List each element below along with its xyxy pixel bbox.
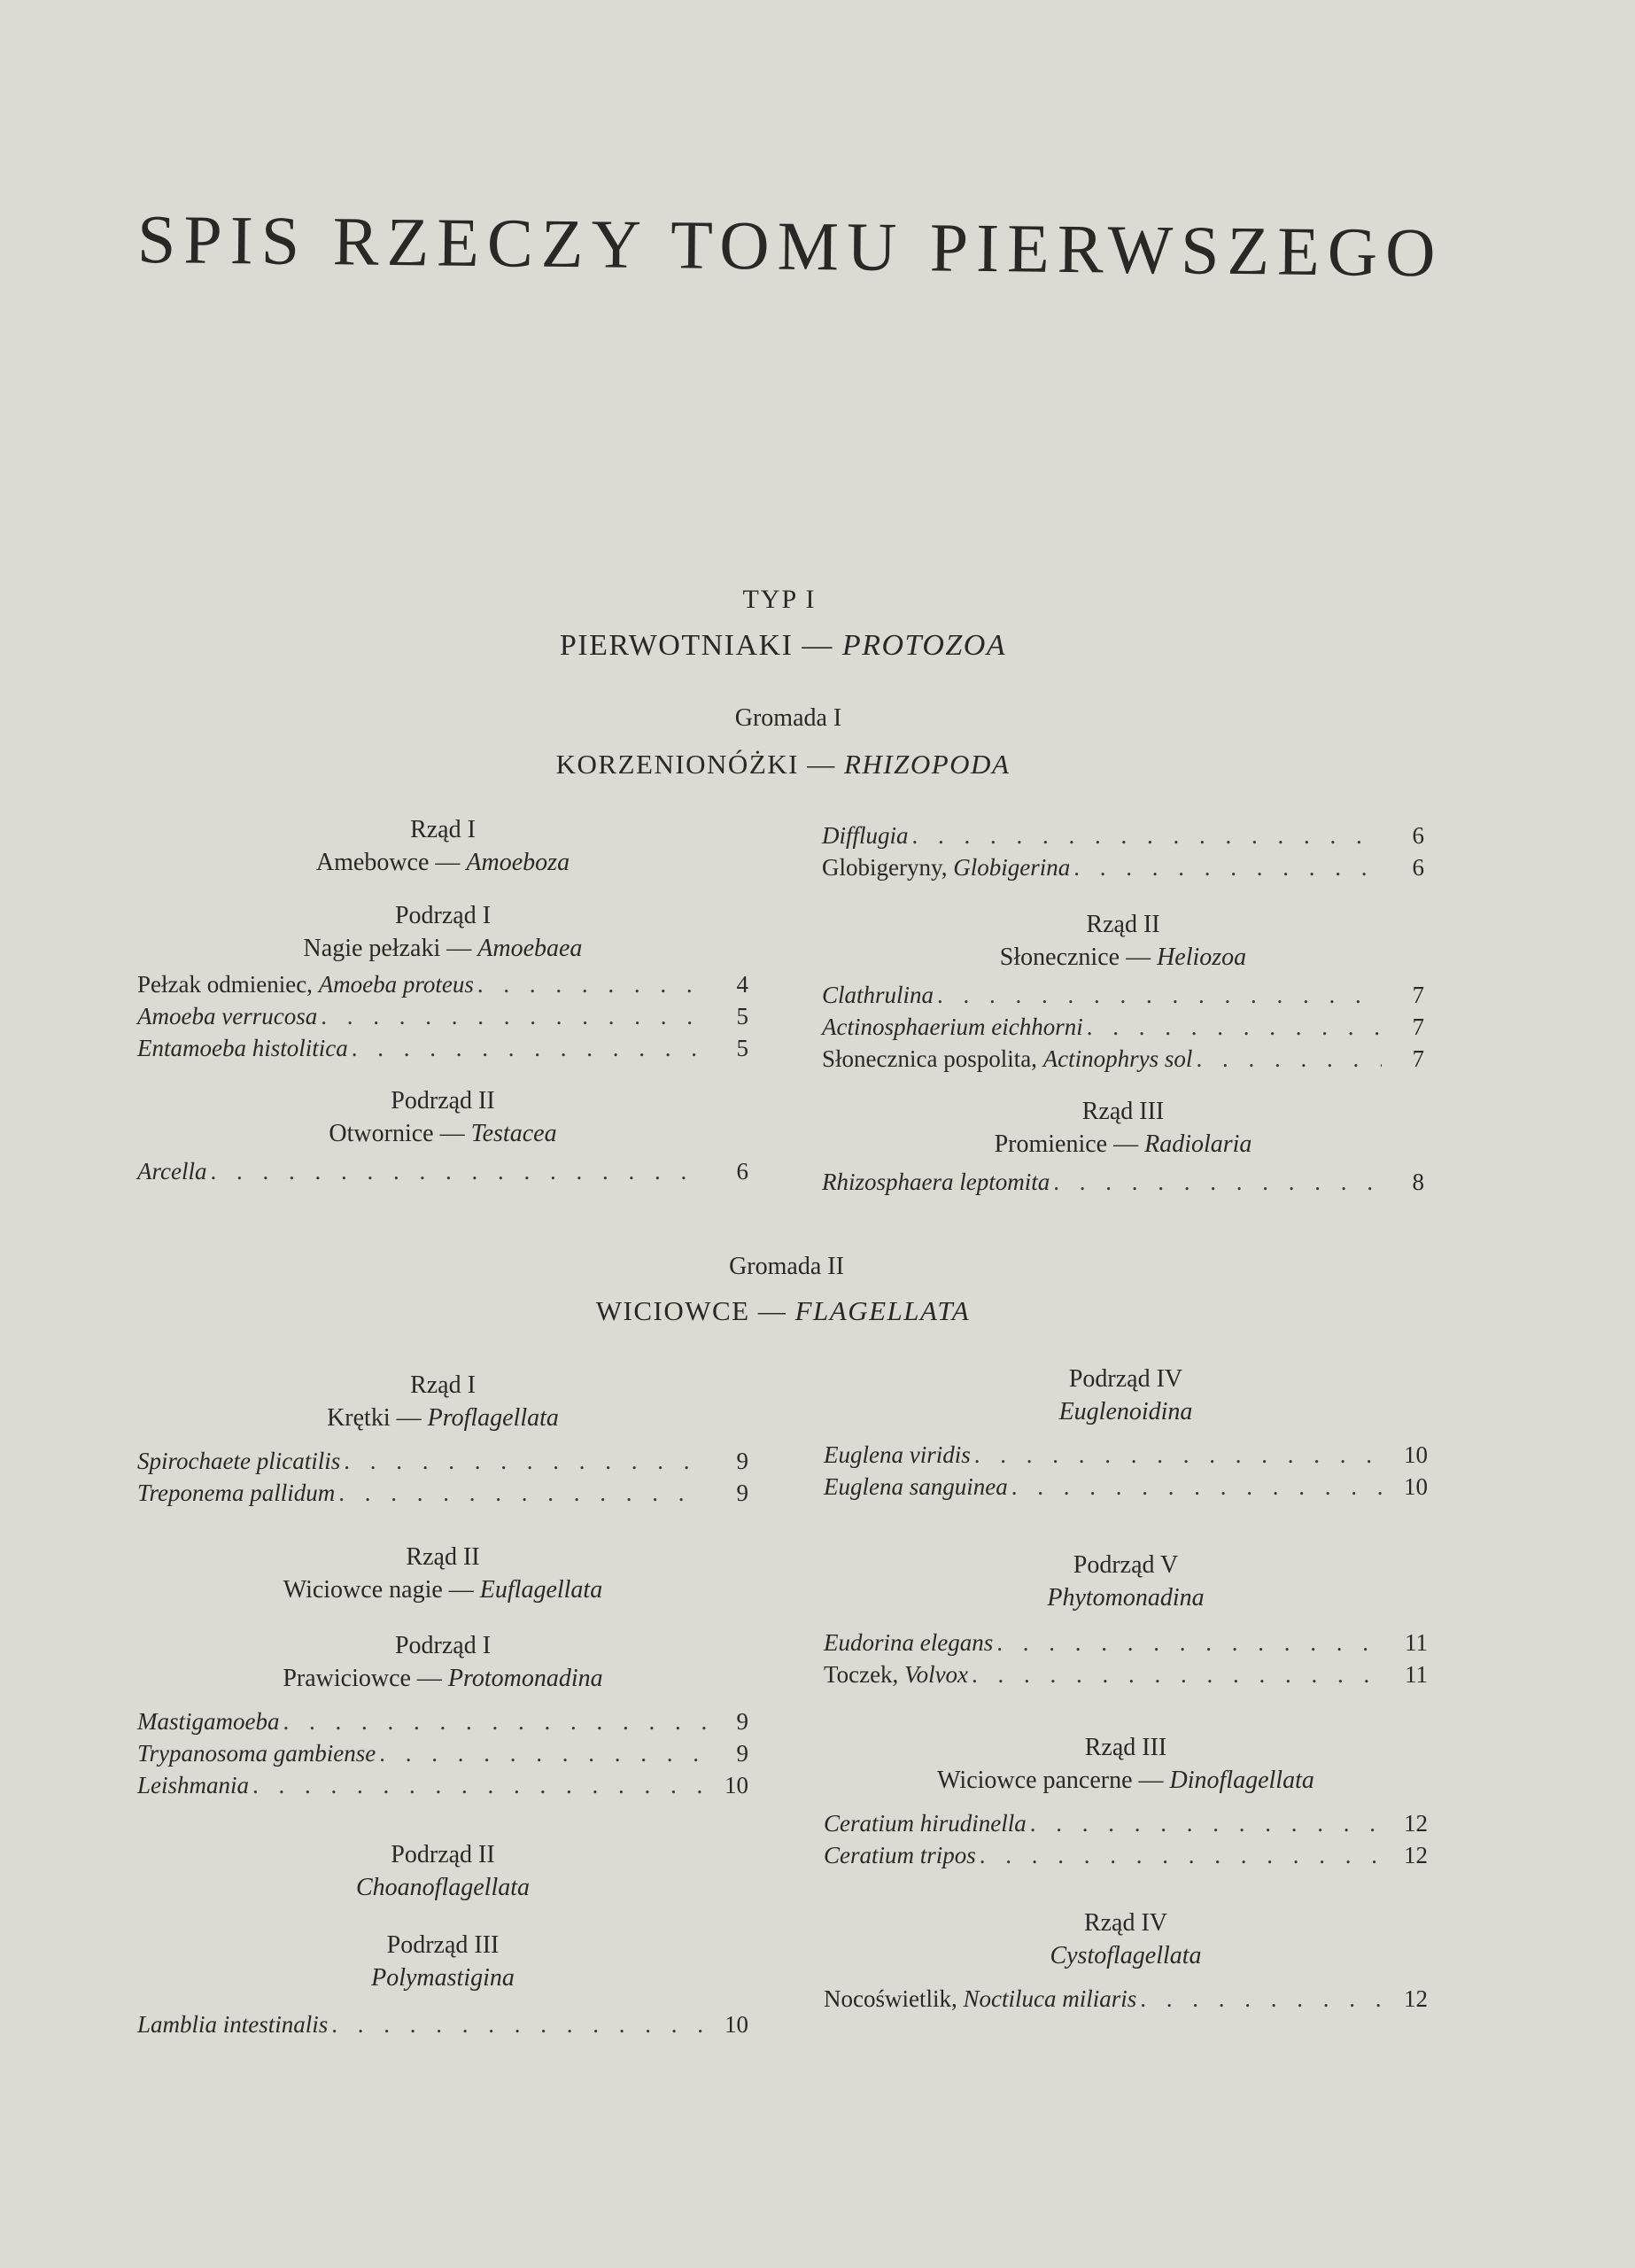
page-number: 5 bbox=[736, 1035, 748, 1061]
entry-name-lat: Mastigamoeba bbox=[137, 1708, 280, 1735]
dash: — bbox=[433, 1120, 471, 1147]
order-heading bbox=[137, 1573, 748, 1606]
order-name-pl: Wiciowce nagie bbox=[283, 1576, 443, 1604]
page-title: SPIS RZECZY TOMU PIERWSZEGO bbox=[136, 200, 1444, 291]
order-heading bbox=[822, 941, 1424, 974]
dash: — bbox=[1132, 1767, 1170, 1794]
order-name-pl: Promienice bbox=[994, 1130, 1108, 1158]
entry-name-lat: Euglena viridis bbox=[824, 1441, 971, 1468]
dot-leader bbox=[1030, 1807, 1385, 1839]
toc-entry bbox=[137, 1032, 748, 1064]
toc-entry bbox=[137, 2008, 748, 2040]
dot-leader bbox=[283, 1705, 706, 1737]
entry-name-lat: Actinophrys sol bbox=[1042, 1045, 1193, 1072]
suborder-label: Podrząd V bbox=[1073, 1551, 1179, 1579]
dash: — bbox=[749, 1295, 795, 1326]
order-name-lat: Proflagellata bbox=[427, 1404, 559, 1432]
toc-entry bbox=[137, 1000, 748, 1032]
order-heading bbox=[137, 1402, 748, 1434]
order-name-lat: Amoeboza bbox=[466, 849, 570, 876]
page-number: 8 bbox=[1412, 1169, 1424, 1195]
dot-leader bbox=[1196, 1043, 1382, 1075]
toc-entry bbox=[822, 1166, 1424, 1198]
entry-name-lat: Amoeba proteus bbox=[318, 971, 474, 998]
dot-leader bbox=[252, 1769, 706, 1801]
order-label: Rząd IV bbox=[1083, 1909, 1168, 1937]
type-name-pl: PIERWOTNIAKI bbox=[559, 629, 794, 662]
toc-entry bbox=[822, 979, 1424, 1011]
suborder-name-pl: Prawiciowce bbox=[283, 1665, 411, 1692]
suborder-name-pl: Nagie pełzaki bbox=[303, 935, 441, 962]
page-number: 7 bbox=[1412, 1014, 1424, 1040]
entry-name-pl: Toczek, bbox=[824, 1661, 905, 1688]
dash: — bbox=[798, 749, 844, 780]
class-2-right-column bbox=[824, 1363, 1428, 2015]
page-number: 12 bbox=[1404, 1842, 1428, 1868]
dash: — bbox=[442, 1576, 480, 1604]
page-number: 11 bbox=[1405, 1661, 1428, 1688]
order-label: Rząd I bbox=[410, 816, 476, 843]
order-heading bbox=[824, 1764, 1428, 1797]
toc-entry bbox=[824, 1439, 1428, 1471]
entry-name-lat: Amoeba verrucosa bbox=[137, 1003, 318, 1029]
entry-name-pl: Pełzak odmieniec, bbox=[137, 971, 319, 998]
dash: — bbox=[440, 935, 478, 962]
toc-entry bbox=[137, 1155, 748, 1187]
dot-leader bbox=[980, 1839, 1385, 1871]
suborder-name-lat: Choanoflagellata bbox=[356, 1874, 530, 1901]
page-number: 6 bbox=[1412, 854, 1424, 881]
page-number: 9 bbox=[736, 1708, 748, 1735]
suborder-label: Podrząd II bbox=[391, 1841, 495, 1868]
dot-leader bbox=[1053, 1166, 1382, 1198]
entry-name-pl: Nocoświetlik, bbox=[824, 1985, 964, 2012]
entry-name-lat: Rhizosphaera leptomita bbox=[822, 1169, 1050, 1195]
entry-name-pl: Słonecznica pospolita, bbox=[822, 1045, 1043, 1072]
suborder-name-lat: Polymastigina bbox=[371, 1964, 515, 1992]
dot-leader bbox=[477, 968, 706, 1000]
page-number: 12 bbox=[1404, 1985, 1428, 2012]
class-1-right-column bbox=[822, 819, 1424, 1198]
entry-name-lat: Ceratium hirudinella bbox=[824, 1810, 1027, 1837]
suborder-name-lat: Euglenoidina bbox=[1058, 1398, 1193, 1425]
entry-name-lat: Euglena sanguinea bbox=[824, 1473, 1008, 1500]
order-name-lat: Radiolaria bbox=[1144, 1130, 1252, 1158]
class-2-left-column bbox=[137, 1369, 748, 2040]
class-2-name-lat: FLAGELLATA bbox=[794, 1295, 971, 1326]
toc-entry bbox=[824, 1627, 1428, 1658]
class-1-name-lat: RHIZOPODA bbox=[843, 749, 1011, 780]
class-1-label: Gromada I bbox=[734, 704, 842, 732]
page-number: 5 bbox=[736, 1003, 748, 1029]
suborder-name-lat: Phytomonadina bbox=[1047, 1584, 1205, 1612]
dash: — bbox=[793, 629, 842, 662]
toc-entry bbox=[137, 1445, 748, 1477]
suborder-name-pl: Otwornice bbox=[329, 1120, 434, 1147]
page-number: 9 bbox=[736, 1480, 748, 1506]
toc-entry bbox=[824, 1807, 1428, 1839]
entry-name-lat: Entamoeba histolitica bbox=[137, 1035, 348, 1061]
entry-name-lat: Eudorina elegans bbox=[824, 1629, 994, 1656]
dot-leader bbox=[1073, 851, 1382, 883]
page-number: 4 bbox=[736, 971, 748, 998]
dot-leader bbox=[338, 1477, 706, 1509]
type-heading bbox=[560, 629, 1006, 663]
class-2-label: Gromada II bbox=[729, 1253, 844, 1280]
class-1-heading bbox=[556, 749, 1011, 781]
page-number: 6 bbox=[736, 1158, 748, 1184]
page-number: 7 bbox=[1412, 1045, 1424, 1072]
dash: — bbox=[1107, 1130, 1145, 1158]
page-number: 10 bbox=[725, 1772, 748, 1798]
page-number: 10 bbox=[1404, 1473, 1428, 1500]
dot-leader bbox=[912, 819, 1382, 851]
toc-entry bbox=[824, 1471, 1428, 1503]
order-name-pl: Amebowce bbox=[315, 849, 430, 876]
toc-entry bbox=[822, 851, 1424, 883]
dot-leader bbox=[1087, 1011, 1382, 1043]
order-name-lat: Heliozoa bbox=[1157, 944, 1247, 971]
dash: — bbox=[1120, 944, 1158, 971]
toc-entry bbox=[822, 1011, 1424, 1043]
order-name-pl: Słonecznice bbox=[999, 944, 1120, 971]
toc-entry bbox=[137, 1769, 748, 1801]
order-name-lat: Cystoflagellata bbox=[1050, 1942, 1202, 1969]
entry-name-lat: Trypanosoma gambiense bbox=[137, 1740, 376, 1767]
suborder-label: Podrząd I bbox=[394, 1632, 492, 1659]
toc-entry bbox=[822, 1043, 1424, 1075]
dot-leader bbox=[1140, 1983, 1385, 2015]
dot-leader bbox=[321, 1000, 706, 1032]
class-1-left-column bbox=[137, 813, 748, 1187]
dot-leader bbox=[974, 1439, 1385, 1471]
toc-entry bbox=[137, 968, 748, 1000]
order-name-pl: Wiciowce pancerne bbox=[937, 1767, 1133, 1794]
class-2-heading bbox=[596, 1295, 970, 1327]
suborder-heading bbox=[137, 1117, 748, 1150]
dash: — bbox=[410, 1665, 448, 1692]
entry-name-lat: Ceratium tripos bbox=[824, 1842, 976, 1868]
page-number: 9 bbox=[736, 1740, 748, 1767]
order-label: Rząd I bbox=[410, 1371, 476, 1399]
toc-entry bbox=[137, 1737, 748, 1769]
dot-leader bbox=[379, 1737, 706, 1769]
order-label: Rząd III bbox=[1084, 1734, 1167, 1761]
suborder-name-lat: Testacea bbox=[470, 1120, 557, 1147]
order-name-lat: Euflagellata bbox=[479, 1576, 603, 1604]
suborder-heading bbox=[137, 1662, 748, 1695]
page-number: 11 bbox=[1405, 1629, 1428, 1656]
dot-leader bbox=[352, 1032, 706, 1064]
page-number: 6 bbox=[1412, 822, 1424, 849]
entry-name-lat: Lamblia intestinalis bbox=[137, 2011, 329, 2038]
entry-name-lat: Treponema pallidum bbox=[137, 1480, 336, 1506]
toc-entry bbox=[137, 1477, 748, 1509]
type-name-lat: PROTOZOA bbox=[841, 629, 1007, 662]
order-heading bbox=[822, 1128, 1424, 1161]
entry-name-lat: Leishmania bbox=[137, 1772, 250, 1798]
entry-name-lat: Difflugia bbox=[822, 822, 909, 849]
toc-entry bbox=[822, 819, 1424, 851]
entry-name-lat: Clathrulina bbox=[822, 982, 934, 1008]
order-label: Rząd II bbox=[406, 1543, 480, 1571]
order-name-lat: Dinoflagellata bbox=[1169, 1767, 1314, 1794]
dot-leader bbox=[210, 1155, 706, 1187]
page-number: 10 bbox=[725, 2011, 748, 2038]
entry-name-lat: Actinosphaerium eichhorni bbox=[822, 1014, 1083, 1040]
dot-leader bbox=[996, 1627, 1385, 1658]
class-2-name-pl: WICIOWCE bbox=[595, 1295, 750, 1326]
entry-name-lat: Arcella bbox=[137, 1158, 207, 1184]
page-number: 7 bbox=[1412, 982, 1424, 1008]
dot-leader bbox=[972, 1658, 1385, 1690]
suborder-label: Podrząd II bbox=[391, 1087, 495, 1115]
suborder-label: Podrząd IV bbox=[1068, 1365, 1183, 1393]
suborder-label: Podrząd III bbox=[386, 1931, 500, 1959]
page-number: 10 bbox=[1404, 1441, 1428, 1468]
dash: — bbox=[429, 849, 467, 876]
page-number: 9 bbox=[736, 1448, 748, 1474]
order-name-pl: Krętki bbox=[327, 1404, 391, 1432]
type-label: TYP I bbox=[742, 585, 817, 614]
dot-leader bbox=[937, 979, 1382, 1011]
order-heading bbox=[137, 846, 748, 879]
entry-name-lat: Volvox bbox=[904, 1661, 969, 1688]
order-label: Rząd II bbox=[1086, 911, 1160, 938]
class-1-name-pl: KORZENIONÓŻKI bbox=[555, 749, 799, 780]
dot-leader bbox=[344, 1445, 706, 1477]
toc-entry bbox=[824, 1658, 1428, 1690]
suborder-name-lat: Amoebaea bbox=[477, 935, 583, 962]
toc-entry bbox=[137, 1705, 748, 1737]
suborder-heading bbox=[137, 932, 748, 965]
page-number: 12 bbox=[1404, 1810, 1428, 1837]
toc-entry bbox=[824, 1983, 1428, 2015]
entry-name-pl: Globigeryny, bbox=[822, 854, 954, 881]
entry-name-lat: Noctiluca miliaris bbox=[963, 1985, 1137, 2012]
toc-entry bbox=[824, 1839, 1428, 1871]
dash: — bbox=[390, 1404, 428, 1432]
suborder-label: Podrząd I bbox=[394, 902, 492, 929]
entry-name-lat: Spirochaete plicatilis bbox=[137, 1448, 341, 1474]
suborder-name-lat: Protomonadina bbox=[447, 1665, 603, 1692]
dot-leader bbox=[1011, 1471, 1385, 1503]
order-label: Rząd III bbox=[1081, 1098, 1165, 1125]
entry-name-lat: Globigerina bbox=[953, 854, 1071, 881]
dot-leader bbox=[331, 2008, 706, 2040]
